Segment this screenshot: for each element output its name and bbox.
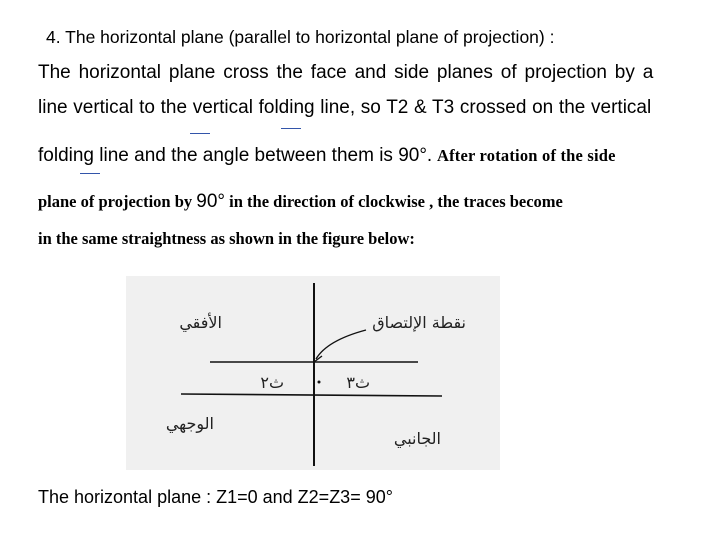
paragraph-line-4-a: plane of projection by <box>38 192 193 211</box>
contact-dot <box>318 381 321 384</box>
pointer-arrow <box>316 330 366 359</box>
label-contact-point: نقطة الإلتصاق <box>372 313 466 332</box>
paragraph-line-3 <box>38 145 616 167</box>
paragraph-line-5: in the same straightness as shown in the figure below: <box>38 229 415 248</box>
projection-figure <box>126 276 500 470</box>
paragraph-line-4 <box>38 191 563 213</box>
label-vertical-plane: الوجهي <box>165 414 214 433</box>
accent-mark <box>80 173 100 174</box>
paragraph-line-4-b: in the direction of clockwise , the traces become <box>229 192 563 211</box>
trace-line-lower <box>181 394 442 396</box>
arrow-head <box>314 353 322 362</box>
accent-mark <box>190 133 210 134</box>
paragraph-line-3-serif: After rotation of the side <box>436 146 616 165</box>
label-trace-t3: ث٣ <box>346 373 370 392</box>
section-heading: 4. The horizontal plane (parallel to horizontal plane of projection) : <box>46 27 555 47</box>
paragraph-line-3-sans: folding line and the angle between them is 90°. <box>38 145 433 166</box>
rotation-angle: 90° <box>196 191 226 212</box>
label-side-plane: الجانبي <box>393 429 441 448</box>
label-trace-t2: ث٢ <box>260 373 284 392</box>
accent-mark <box>281 128 301 129</box>
paragraph-line-1: The horizontal plane cross the face and side planes of projection by a <box>38 62 654 83</box>
figure-caption: The horizontal plane : Z1=0 and Z2=Z3= 90° <box>38 487 393 507</box>
projection-diagram <box>126 276 500 470</box>
paragraph-line-2: line vertical to the vertical folding line, so T2 & T3 crossed on the vertical <box>38 97 652 118</box>
label-horizontal: الأفقي <box>179 313 222 332</box>
